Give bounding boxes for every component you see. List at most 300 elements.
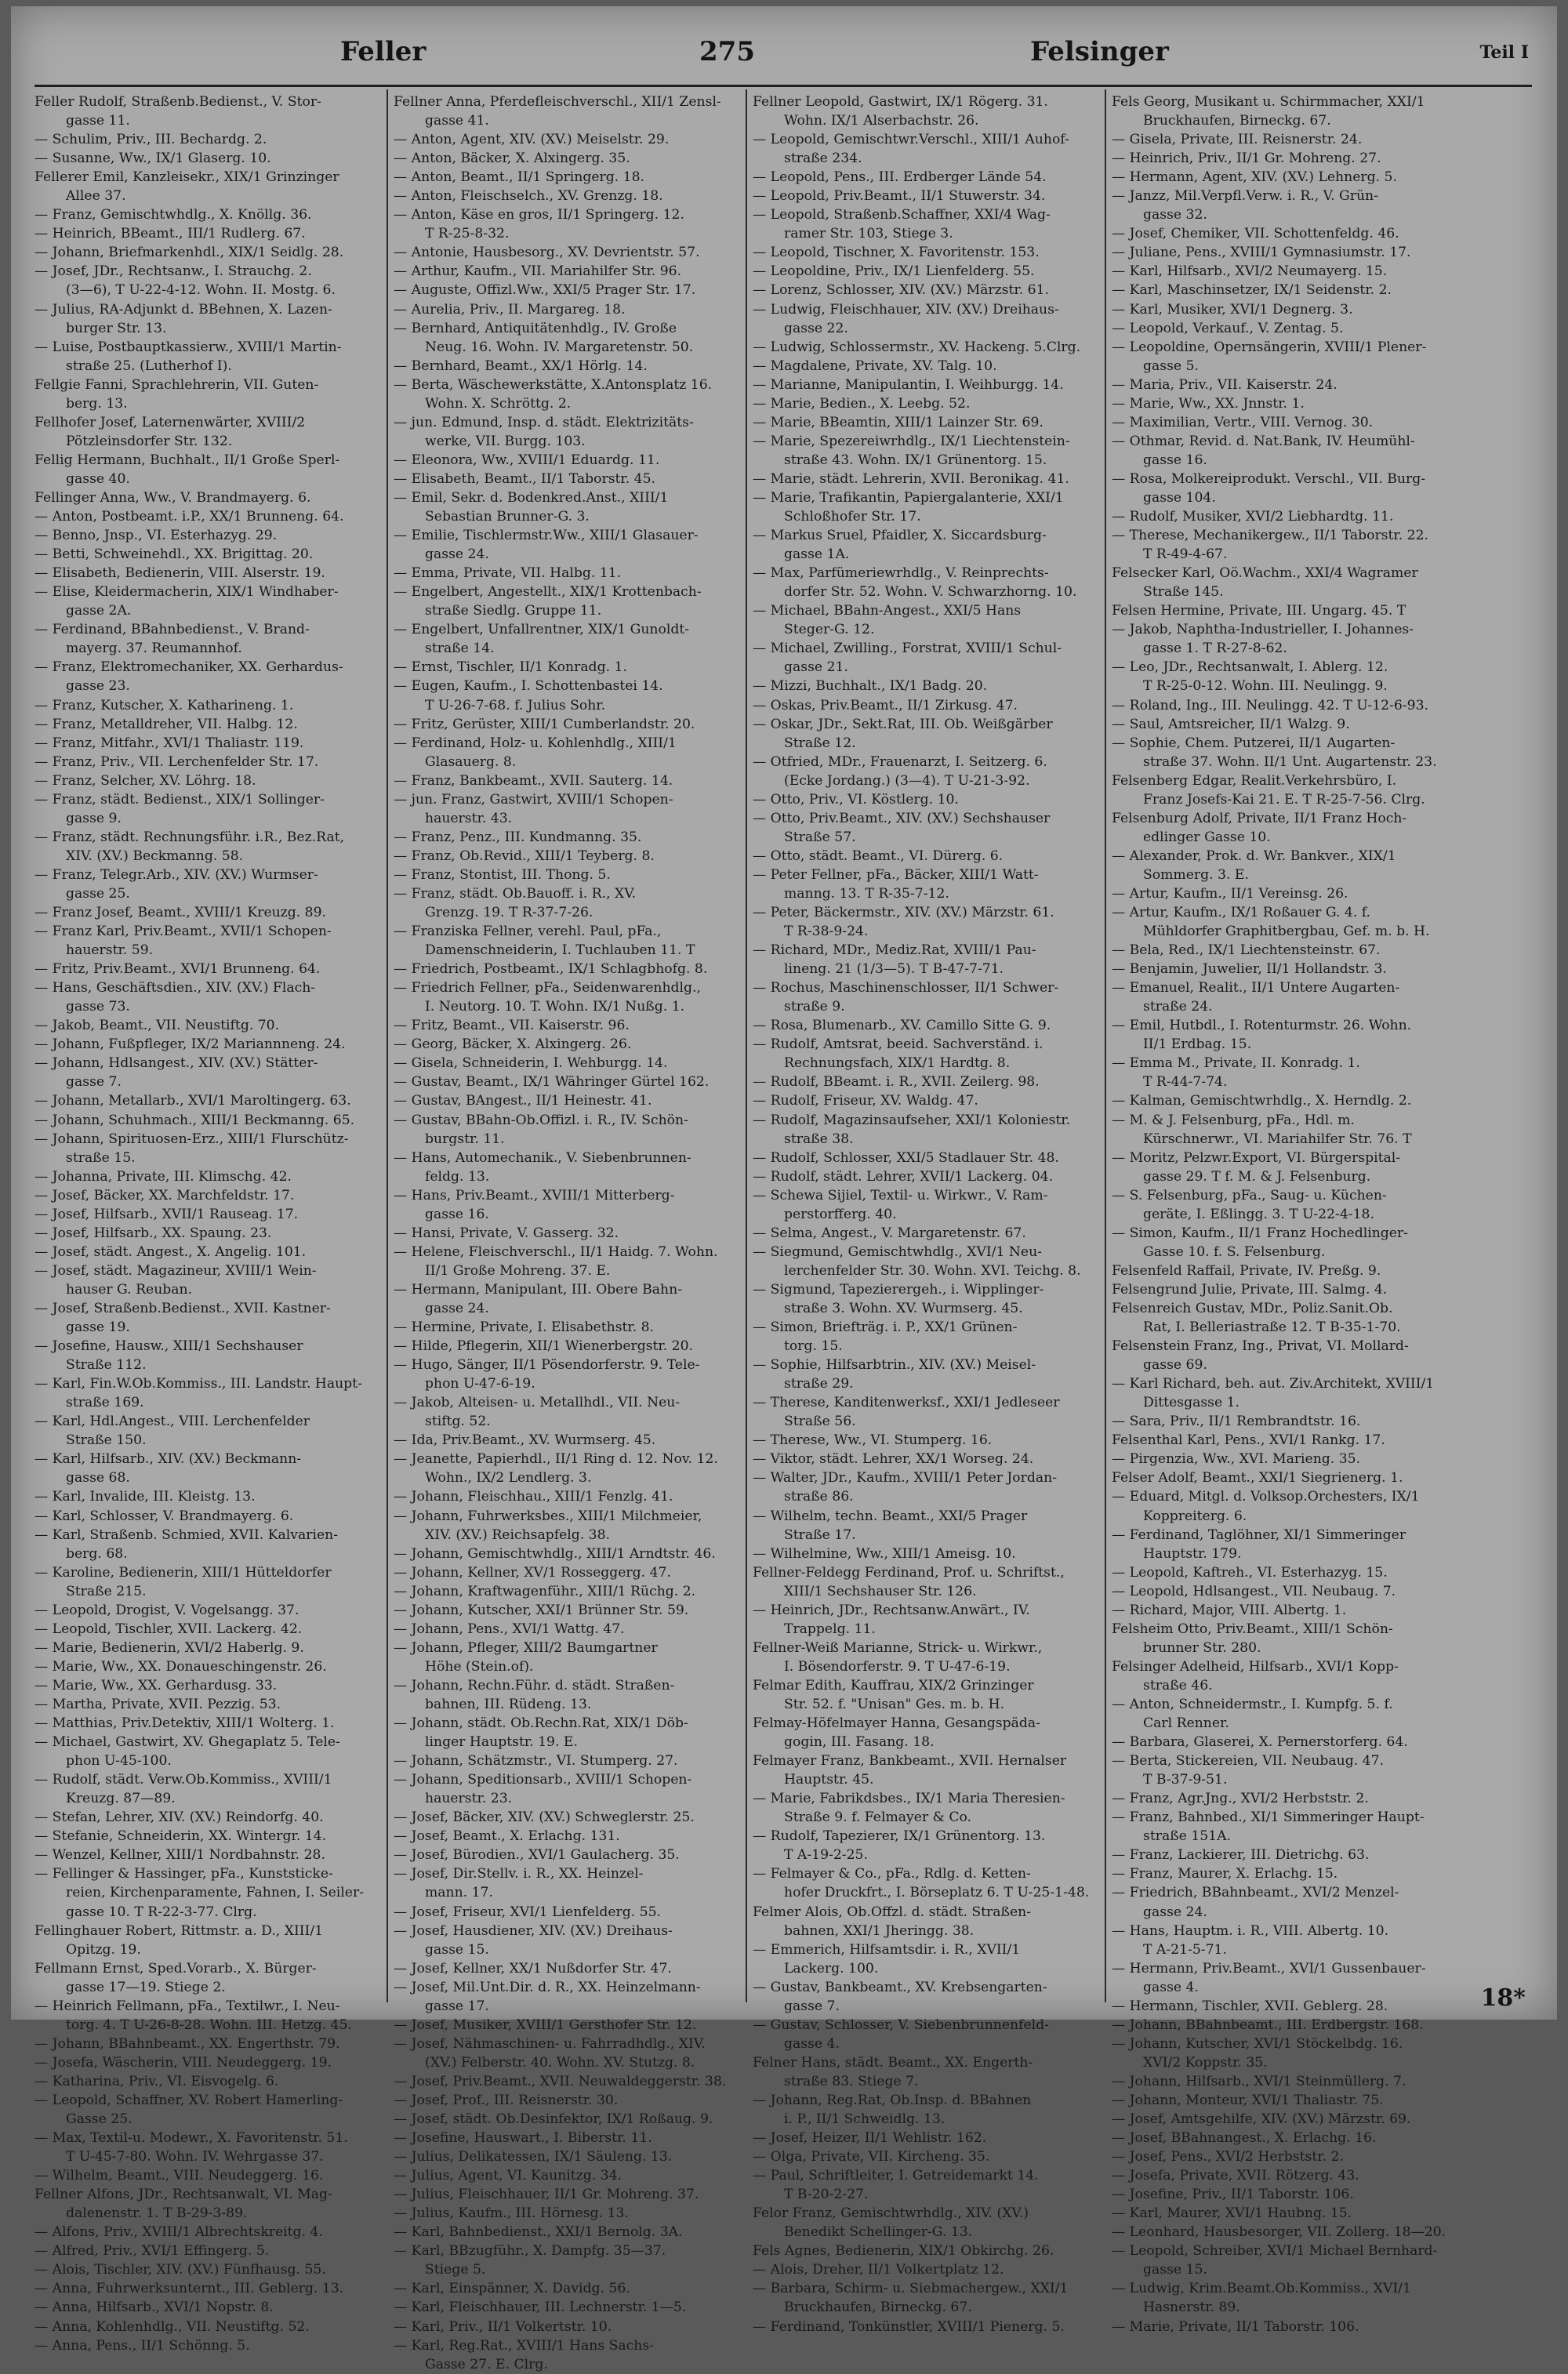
entry-line: — Anton, Postbeamt. i.P., XX/1 Brunneng. 64. xyxy=(34,509,344,525)
entry-line: gasse 1. T R-27-8-62. xyxy=(1143,641,1287,657)
entry-line: — Anna, Fuhrwerksunternt., III. Geblerg. 13. xyxy=(34,2281,344,2297)
entry-line: Neug. 16. Wohn. IV. Margaretenstr. 50. xyxy=(425,339,694,355)
entry-line: — Susanne, Ww., IX/1 Glaserg. 10. xyxy=(34,151,271,167)
entry-line: gasse 24. xyxy=(425,546,489,563)
entry-line: Fels Agnes, Bedienerin, XIX/1 Obkirchg. 26. xyxy=(753,2243,1054,2260)
entry-line: Fellner Alfons, JDr., Rechtsanwalt, VI. Mag- xyxy=(34,2187,332,2203)
entry-line: straße 38. xyxy=(784,1131,854,1147)
entry-line: — Karl, Fleischhauer, III. Lechnerstr. 1—5. xyxy=(394,2300,687,2316)
entry-line: Str. 52. f. "Unisan" Ges. m. b. H. xyxy=(784,1696,1005,1712)
entry-line: Felsenfeld Raffail, Private, IV. Preßg. 9. xyxy=(1112,1262,1381,1279)
entry-line: — Johann, Monteur, XVI/1 Thaliastr. 75. xyxy=(1112,2092,1384,2108)
entry-line: — Simon, Kaufm., II/1 Franz Hochedlinger- xyxy=(1112,1225,1408,1241)
entry-line: — Gustav, BAngest., II/1 Heinestr. 41. xyxy=(394,1093,652,1109)
entry-line: gasse 24. xyxy=(425,1301,489,1316)
entry-line: — Otto, Priv., VI. Köstlerg. 10. xyxy=(753,791,959,808)
entry-line: — Karl, Maschinsetzer, IX/1 Seidenstr. 2. xyxy=(1112,282,1392,299)
entry-line: — Anton, Schneidermstr., I. Kumpfg. 5. f. xyxy=(1112,1696,1393,1712)
entry-line: — Moritz, Pelzwr.Export, VI. Bürgerspital- xyxy=(1112,1149,1401,1166)
entry-line: T R-25-0-12. Wohn. III. Neulingg. 9. xyxy=(1143,678,1388,695)
entry-line: — Anna, Hilfsarb., XVI/1 Nopstr. 8. xyxy=(34,2300,274,2316)
entry-line: — Josef, Mil.Unt.Dir. d. R., XX. Heinzelmann- xyxy=(394,1979,701,1995)
entry-line: — Hans, Geschäftsdien., XIV. (XV.) Flach- xyxy=(34,980,316,996)
entry-line: bahnen, III. Rüdeng. 13. xyxy=(425,1696,592,1712)
entry-line: — Engelbert, Angestellt., XIX/1 Krottenbach- xyxy=(394,584,702,601)
entry-line: — Eduard, Mitgl. d. Volksop.Orchesters, IX/1 xyxy=(1112,1489,1420,1505)
entry-line: — Marie, Spezereiwrhdlg., IX/1 Liechtenstein- xyxy=(753,433,1070,449)
entry-line: — Johann, BBahnbeamt., XX. Engerthstr. 79. xyxy=(34,2035,340,2052)
entry-line: gasse 19. xyxy=(66,1319,130,1336)
entry-line: gasse 23. xyxy=(66,678,130,695)
entry-line: — Janzz, Mil.Verpfl.Verw. i. R., V. Grün- xyxy=(1112,188,1378,205)
entry-line: — Karl, Invalide, III. Kleistg. 13. xyxy=(34,1489,256,1505)
entry-line: — Josef, Kellner, XX/1 Nußdorfer Str. 47. xyxy=(394,1960,672,1977)
entry-line: Felmay-Höfelmayer Hanna, Gesangspäda- xyxy=(753,1715,1040,1732)
entry-line: Felsenstein Franz, Ing., Privat, VI. Mollard- xyxy=(1112,1338,1409,1355)
entry-line: — Johann, Schuhmach., XIII/1 Beckmanng. 65. xyxy=(34,1112,355,1128)
entry-line: — Eugen, Kaufm., I. Schottenbastei 14. xyxy=(394,678,663,695)
entry-line: Fellner-Feldegg Ferdinand, Prof. u. Schriftst., xyxy=(753,1564,1065,1581)
entry-line: — Emmerich, Hilfsamtsdir. i. R., XVII/1 xyxy=(753,1941,1021,1958)
entry-line: — Bernhard, Antiquitätenhdlg., IV. Große xyxy=(394,320,677,336)
entry-line: burger Str. 13. xyxy=(66,320,167,336)
entry-line: gogin, III. Fasang. 18. xyxy=(784,1734,935,1751)
entry-line: Kreuzg. 87—89. xyxy=(66,1791,176,1807)
entry-line: — Leopold, Straßenb.Schaffner, XXI/4 Wag- xyxy=(753,207,1051,223)
entry-line: — Peter Fellner, pFa., Bäcker, XIII/1 Watt- xyxy=(753,866,1039,883)
entry-line: Fellhofer Josef, Laternenwärter, XVIII/2 xyxy=(34,414,306,430)
entry-line: straße 43. Wohn. IX/1 Grünentorg. 15. xyxy=(784,452,1047,468)
entry-line: — Johann, Briefmarkenhdl., XIX/1 Seidlg. 28. xyxy=(34,245,344,261)
entry-line: — Gustav, Beamt., IX/1 Währinger Gürtel 162. xyxy=(394,1074,710,1091)
entry-line: — jun. Franz, Gastwirt, XVIII/1 Schopen- xyxy=(394,791,673,808)
entry-line: — Karl, Einspänner, X. Davidg. 56. xyxy=(394,2281,630,2297)
column-4 xyxy=(1112,93,1523,2335)
entry-line: — Leopold, Schreiber, XVI/1 Michael Bernhard- xyxy=(1112,2243,1438,2260)
entry-line: — Johann, BBahnbeamt., III. Erdbergstr. 168. xyxy=(1112,2016,1424,2033)
entry-line: — Elisabeth, Beamt., II/1 Taborstr. 45. xyxy=(394,470,656,487)
entry-line: — Fellinger & Hassinger, pFa., Kunststicke- xyxy=(34,1866,333,1882)
entry-line: — Leopold, Tischner, X. Favoritenstr. 153. xyxy=(753,245,1040,261)
entry-line: — Johann, Reg.Rat, Ob.Insp. d. BBahnen xyxy=(753,2092,1032,2108)
entry-line: — Marie, Bedienerin, XVI/2 Haberlg. 9. xyxy=(34,1639,304,1656)
entry-line: Fellerer Emil, Kanzleisekr., XIX/1 Grinzinger xyxy=(34,169,339,186)
entry-line: Fellner-Weiß Marianne, Strick- u. Wirkwr., xyxy=(753,1639,1043,1656)
entry-line: — Berta, Wäschewerkstätte, X.Antonsplatz 16. xyxy=(394,376,713,393)
entry-line: — Karl, Hdl.Angest., VIII. Lerchenfelder xyxy=(34,1414,310,1430)
column-2 xyxy=(394,93,739,2372)
entry-line: — Fritz, Gerüster, XIII/1 Cumberlandstr. 20. xyxy=(394,716,695,732)
entry-line: — S. Felsenburg, pFa., Saug- u. Küchen- xyxy=(1112,1187,1387,1203)
entry-line: — Rudolf, städt. Verw.Ob.Kommiss., XVIII/1 xyxy=(34,1772,332,1788)
entry-line: — Franz, Bahnbed., XI/1 Simmeringer Haupt- xyxy=(1112,1810,1425,1826)
entry-line: — Anna, Pens., II/1 Schönng. 5. xyxy=(34,2337,250,2354)
entry-line: feldg. 13. xyxy=(425,1168,490,1185)
entry-line: — Jakob, Naphtha-Industrieller, I. Johannes- xyxy=(1112,622,1414,638)
entry-line: — Karl, Fin.W.Ob.Kommiss., III. Landstr. Haupt- xyxy=(34,1376,362,1392)
entry-line: Felmayer Franz, Bankbeamt., XVII. Hernalser xyxy=(753,1753,1067,1770)
entry-line: Fellinger Anna, Ww., V. Brandmayerg. 6. xyxy=(34,489,311,506)
entry-line: Pötzleinsdorfer Str. 132. xyxy=(66,433,233,449)
entry-line: — Johann, Rechn.Führ. d. städt. Straßen- xyxy=(394,1677,675,1693)
entry-line: — Josef, Friseur, XVI/1 Lienfelderg. 55. xyxy=(394,1904,661,1920)
entry-line: — Anton, Agent, XIV. (XV.) Meiselstr. 29. xyxy=(394,132,670,148)
entry-line: — Franz Josef, Beamt., XVIII/1 Kreuzg. 89. xyxy=(34,905,326,921)
entry-line: — Marianne, Manipulantin, I. Weihburgg. 14. xyxy=(753,376,1064,393)
entry-line: straße 37. Wohn. II/1 Unt. Augartenstr. 23. xyxy=(1143,753,1437,770)
entry-line: — Heinrich Fellmann, pFa., Textilwr., I. Neu- xyxy=(34,1998,340,2014)
entry-line: Fellner Leopold, Gastwirt, IX/1 Rögerg. 31. xyxy=(753,94,1048,110)
entry-line: Felsengrund Julie, Private, III. Salmg. 4. xyxy=(1112,1281,1388,1298)
entry-line: Straße 12. xyxy=(784,735,856,751)
entry-line: Gasse 25. xyxy=(66,2111,132,2128)
entry-line: — Alfred, Priv., XVI/1 Effingerg. 5. xyxy=(34,2243,270,2260)
entry-line: — Peter, Bäckermstr., XIV. (XV.) Märzstr. 61. xyxy=(753,905,1054,921)
entry-line: Felmar Edith, Kauffrau, XIX/2 Grinzinger xyxy=(753,1677,1034,1693)
entry-line: Grenzg. 19. T R-37-7-26. xyxy=(425,905,593,921)
entry-line: — Alexander, Prok. d. Wr. Bankver., XIX/1 xyxy=(1112,848,1396,864)
entry-line: gasse 17. xyxy=(425,1998,489,2014)
entry-line: XVI/2 Koppstr. 35. xyxy=(1143,2054,1268,2071)
entry-line: Lackerg. 100. xyxy=(784,1960,879,1977)
entry-line: — Franz, Gemischtwhdlg., X. Knöllg. 36. xyxy=(34,207,312,223)
entry-line: — Elisabeth, Bedienerin, VIII. Alserstr. 19. xyxy=(34,565,325,582)
entry-line: Mühldorfer Graphitbergbau, Gef. m. b. H. xyxy=(1143,924,1430,940)
entry-line: Hauptstr. 179. xyxy=(1143,1545,1242,1562)
entry-line: gasse 16. xyxy=(425,1206,489,1222)
entry-line: gasse 4. xyxy=(784,2035,840,2052)
entry-line: Felsheim Otto, Priv.Beamt., XIII/1 Schön- xyxy=(1112,1621,1393,1637)
entry-line: Straße 215. xyxy=(66,1583,147,1599)
entry-line: — Johann, Kellner, XV/1 Rosseggerg. 47. xyxy=(394,1564,671,1581)
entry-line: — Franz, Priv., VII. Lerchenfelder Str. 17. xyxy=(34,753,319,770)
entry-line: — Ludwig, Krim.Beamt.Ob.Kommiss., XVI/1 xyxy=(1112,2281,1411,2297)
entry-line: Wohn. IX/1 Alserbachstr. 26. xyxy=(784,113,979,129)
entry-line: — Ludwig, Fleischhauer, XIV. (XV.) Dreihaus- xyxy=(753,301,1059,318)
entry-line: — Josef, Pens., XVI/2 Herbststr. 2. xyxy=(1112,2149,1344,2165)
entry-line: — Otto, städt. Beamt., VI. Dürerg. 6. xyxy=(753,848,1004,864)
part-label: Teil I xyxy=(1479,42,1529,63)
entry-line: — Benjamin, Juwelier, II/1 Hollandstr. 3. xyxy=(1112,961,1387,978)
entry-line: — Max, Textil-u. Modewr., X. Favoritenstr. 51. xyxy=(34,2130,348,2147)
entry-line: — Michael, Zwilling., Forstrat, XVIII/1 Schul- xyxy=(753,641,1062,657)
entry-line: straße 15. xyxy=(66,1149,136,1166)
entry-line: — Fritz, Priv.Beamt., XVI/1 Brunneng. 64. xyxy=(34,961,321,978)
entry-line: — Bela, Red., IX/1 Liechtensteinstr. 67. xyxy=(1112,942,1381,959)
entry-line: gasse 25. xyxy=(66,885,130,902)
entry-line: Bruckhaufen, Birneckg. 67. xyxy=(784,2300,972,2316)
entry-line: Wohn. X. Schröttg. 2. xyxy=(425,395,572,412)
entry-line: — Rochus, Maschinenschlosser, II/1 Schwer- xyxy=(753,980,1059,996)
entry-line: — Johann, Gemischtwhdlg., XIII/1 Arndtstr. 46. xyxy=(394,1545,716,1562)
entry-line: — Johann, Hilfsarb., XVI/1 Steinmüllerg. 7. xyxy=(1112,2073,1406,2089)
entry-line: gasse 29. T f. M. & J. Felsenburg. xyxy=(1143,1168,1371,1185)
entry-line: — Leopold, Gemischtwr.Verschl., XIII/1 Auhof- xyxy=(753,132,1069,148)
page-header xyxy=(11,6,1557,93)
entry-line: — Jakob, Alteisen- u. Metallhdl., VII. Neu- xyxy=(394,1395,681,1411)
entry-line: — Rudolf, Schlosser, XXI/5 Stadlauer Str. 48. xyxy=(753,1149,1059,1166)
entry-line: — Johann, Kraftwagenführ., XIII/1 Rüchg. 2. xyxy=(394,1583,696,1599)
entry-line: — Barbara, Glaserei, X. Pernerstorferg. 64. xyxy=(1112,1734,1408,1751)
entry-line: Opitzg. 19. xyxy=(66,1941,141,1958)
entry-line: — Schewa Sijiel, Textil- u. Wirkwr., V. Ram- xyxy=(753,1187,1048,1203)
entry-line: Bruckhaufen, Birneckg. 67. xyxy=(1143,113,1331,129)
entry-line: gasse 1A. xyxy=(784,546,850,563)
entry-line: Straße 56. xyxy=(784,1414,856,1430)
entry-line: — Ida, Priv.Beamt., XV. Wurmserg. 45. xyxy=(394,1432,656,1449)
entry-line: mayerg. 37. Reumannhof. xyxy=(66,641,242,657)
entry-line: — Karoline, Bedienerin, XIII/1 Hütteldorfer xyxy=(34,1564,332,1581)
entry-line: — Josef, Nähmaschinen- u. Fahrradhdlg., XIV. xyxy=(394,2035,706,2052)
entry-line: — Mizzi, Buchhalt., IX/1 Badg. 20. xyxy=(753,678,988,695)
column-3 xyxy=(753,93,1098,2335)
entry-line: — Josefine, Hausw., XIII/1 Sechshauser xyxy=(34,1338,303,1355)
entry-line: straße Siedlg. Gruppe 11. xyxy=(425,603,602,619)
entry-line: — Ludwig, Schlossermstr., XV. Hackeng. 5.Clrg. xyxy=(753,339,1081,355)
entry-line: — Sigmund, Tapezierergeh., i. Wipplinger- xyxy=(753,1281,1044,1298)
entry-line: mann. 17. xyxy=(425,1885,493,1901)
entry-line: — Karl, Hilfsarb., XVI/2 Neumayerg. 15. xyxy=(1112,263,1388,280)
entry-line: — Heinrich, JDr., Rechtsanw.Anwärt., IV. xyxy=(753,1602,1030,1618)
entry-line: gasse 16. xyxy=(1143,452,1207,468)
entry-line: T R-49-4-67. xyxy=(1143,546,1228,563)
entry-line: Straße 112. xyxy=(66,1357,147,1374)
entry-line: — Anton, Bäcker, X. Alxingerg. 35. xyxy=(394,151,630,167)
entry-line: phon U-45-100. xyxy=(66,1753,172,1770)
entry-line: gasse 68. xyxy=(66,1470,130,1486)
entry-line: — Simon, Briefträg. i. P., XX/1 Grünen- xyxy=(753,1319,1018,1336)
entry-line: — Gustav, BBahn-Ob.Offizl. i. R., IV. Schön- xyxy=(394,1112,688,1128)
column-divider xyxy=(387,89,388,2002)
entry-line: gasse 15. xyxy=(1143,2262,1207,2278)
entry-line: — Johann, Kutscher, XVI/1 Stöckelbdg. 16. xyxy=(1112,2035,1403,2052)
entry-line: — Katharina, Priv., VI. Eisvogelg. 6. xyxy=(34,2073,279,2089)
entry-line: Felser Adolf, Beamt., XXI/1 Siegrienerg. 1. xyxy=(1112,1470,1403,1486)
entry-line: — Leo, JDr., Rechtsanwalt, I. Ablerg. 12. xyxy=(1112,659,1388,676)
entry-line: — Viktor, städt. Lehrer, XX/1 Worseg. 24. xyxy=(753,1451,1034,1468)
entry-line: bahnen, XXI/1 Jheringg. 38. xyxy=(784,1922,975,1939)
entry-line: — Georg, Bäcker, X. Alxingerg. 26. xyxy=(394,1036,632,1053)
entry-line: — Franz, städt. Ob.Bauoff. i. R., XV. xyxy=(394,885,637,902)
entry-line: Fellig Hermann, Buchhalt., II/1 Große Sperl- xyxy=(34,452,340,468)
entry-line: gasse 41. xyxy=(425,113,489,129)
entry-line: I. Neutorg. 10. T. Wohn. IX/1 Nußg. 1. xyxy=(425,999,685,1015)
entry-line: gasse 15. xyxy=(425,1941,489,1958)
entry-line: — Sara, Priv., II/1 Rembrandtstr. 16. xyxy=(1112,1414,1361,1430)
entry-line: — Josefine, Hauswart., I. Biberstr. 11. xyxy=(394,2130,652,2147)
entry-line: — Markus Sruel, Pfaidler, X. Siccardsburg- xyxy=(753,528,1047,544)
entry-line: — Franz, Mitfahr., XVI/1 Thaliastr. 119. xyxy=(34,735,304,751)
entry-line: Felmer Alois, Ob.Offzl. d. städt. Straßen- xyxy=(753,1904,1032,1920)
entry-line: — Roland, Ing., III. Neulingg. 42. T U-12-6-93. xyxy=(1112,697,1428,713)
entry-line: Gasse 10. f. S. Felsenburg. xyxy=(1143,1243,1326,1260)
entry-line: straße 46. xyxy=(1143,1677,1213,1693)
entry-line: — Rosa, Blumenarb., XV. Camillo Sitte G. 9. xyxy=(753,1018,1051,1034)
entry-line: — Josef, städt. Angest., X. Angelig. 101. xyxy=(34,1243,307,1260)
entry-line: geräte, I. Eßlingg. 3. T U-22-4-18. xyxy=(1143,1206,1374,1222)
entry-line: linger Hauptstr. 19. E. xyxy=(425,1734,578,1751)
entry-line: — Josef, städt. Magazineur, XVIII/1 Wein- xyxy=(34,1262,317,1279)
entry-line: gasse 7. xyxy=(66,1074,122,1091)
entry-line: — Artur, Kaufm., IX/1 Roßauer G. 4. f. xyxy=(1112,905,1370,921)
entry-line: T U-26-7-68. f. Julius Sohr. xyxy=(425,697,606,713)
entry-line: — Friedrich, Postbeamt., IX/1 Schlagbhofg. 8. xyxy=(394,961,708,978)
entry-line: T R-25-8-32. xyxy=(425,226,510,242)
entry-line: gasse 73. xyxy=(66,999,130,1015)
entry-line: — Josef, Straßenb.Bedienst., XVII. Kastner- xyxy=(34,1301,331,1316)
entry-line: Allee 37. xyxy=(66,188,126,205)
entry-line: Benedikt Schellinger-G. 13. xyxy=(784,2224,973,2241)
entry-line: — Stefanie, Schneiderin, XX. Wintergr. 14. xyxy=(34,1828,327,1845)
entry-line: — Leopold, Tischler, XVII. Lackerg. 42. xyxy=(34,1621,303,1637)
entry-line: — Julius, RA-Adjunkt d. BBehnen, X. Lazen- xyxy=(34,301,332,318)
entry-line: gasse 7. xyxy=(784,1998,840,2014)
entry-line: T A-21-5-71. xyxy=(1143,1941,1227,1958)
entry-line: gasse 22. xyxy=(784,320,848,336)
entry-line: hauerstr. 59. xyxy=(66,942,154,959)
entry-line: — Emma, Private, VII. Halbg. 11. xyxy=(394,565,622,582)
entry-line: — Franz, Ob.Revid., XIII/1 Teyberg. 8. xyxy=(394,848,655,864)
entry-line: — Siegmund, Gemischtwhdlg., XVI/1 Neu- xyxy=(753,1243,1042,1260)
entry-line: — Hilde, Pflegerin, XII/1 Wienerbergstr. 20. xyxy=(394,1338,694,1355)
entry-line: — Auguste, Offizl.Ww., XXI/5 Prager Str. 17. xyxy=(394,282,696,299)
entry-line: — Rosa, Molkereiprodukt. Verschl., VII. Burg- xyxy=(1112,470,1426,487)
entry-line: dalenenstr. 1. T B-29-3-89. xyxy=(66,2205,248,2222)
entry-line: — Josef, Bäcker, XX. Marchfeldstr. 17. xyxy=(34,1187,295,1203)
entry-line: — Julius, Agent, VI. Kaunitzg. 34. xyxy=(394,2168,622,2184)
entry-line: gasse 21. xyxy=(784,659,848,676)
entry-line: Felner Hans, städt. Beamt., XX. Engerth- xyxy=(753,2054,1033,2071)
entry-line: Sebastian Brunner-G. 3. xyxy=(425,509,590,525)
entry-line: dorfer Str. 52. Wohn. V. Schwarzhorng. 10. xyxy=(784,584,1077,601)
entry-line: — Ferdinand, Tonkünstler, XVIII/1 Pienerg. 5. xyxy=(753,2318,1065,2335)
entry-line: — Josef, Amtsgehilfe, XIV. (XV.) Märzstr. 69. xyxy=(1112,2111,1411,2128)
entry-line: — Josefine, Priv., II/1 Taborstr. 106. xyxy=(1112,2187,1354,2203)
entry-line: — Marie, Bedien., X. Leebg. 52. xyxy=(753,395,971,412)
entry-line: Fellinghauer Robert, Rittmstr. a. D., XIII/1 xyxy=(34,1922,324,1939)
entry-line: Steger-G. 12. xyxy=(784,622,875,638)
entry-line: — Heinrich, BBeamt., III/1 Rudlerg. 67. xyxy=(34,226,306,242)
entry-line: — Alois, Tischler, XIV. (XV.) Fünfhausg. 55. xyxy=(34,2262,326,2278)
entry-line: straße 169. xyxy=(66,1395,144,1411)
entry-line: — Schulim, Priv., III. Bechardg. 2. xyxy=(34,132,267,148)
entry-line: — Josef, Beamt., X. Erlachg. 131. xyxy=(394,1828,620,1845)
entry-line: — Leopold, Pens., III. Erdberger Lände 54. xyxy=(753,169,1047,186)
entry-line: — Eleonora, Ww., XVIII/1 Eduardg. 11. xyxy=(394,452,660,468)
entry-line: — Franz, Lackierer, III. Dietrichg. 63. xyxy=(1112,1847,1370,1864)
entry-line: — Rudolf, städt. Lehrer, XVII/1 Lackerg. 04. xyxy=(753,1168,1054,1185)
entry-line: — Martha, Private, XVII. Pezzig. 53. xyxy=(34,1696,281,1712)
entry-line: — Lorenz, Schlosser, XIV. (XV.) Märzstr. 61. xyxy=(753,282,1050,299)
entry-line: — Karl, Bahnbedienst., XXI/1 Bernolg. 3A. xyxy=(394,2224,683,2241)
entry-line: — Sophie, Chem. Putzerei, II/1 Augarten- xyxy=(1112,735,1396,751)
entry-line: lineng. 21 (1/3—5). T B-47-7-71. xyxy=(784,961,1004,978)
entry-line: T A-19-2-25. xyxy=(784,1847,868,1864)
entry-line: — Rudolf, Amtsrat, beeid. Sachverständ. i. xyxy=(753,1036,1044,1053)
entry-line: — Saul, Amtsreicher, II/1 Walzg. 9. xyxy=(1112,716,1350,732)
entry-line: — Josef, Dir.Stellv. i. R., XX. Heinzel- xyxy=(394,1866,644,1882)
entry-line: — Josef, Musiker, XVIII/1 Gersthofer Str. 12. xyxy=(394,2016,697,2033)
entry-line: — Josef, Hilfsarb., XVII/1 Rauseag. 17. xyxy=(34,1206,299,1222)
entry-line: gasse 104. xyxy=(1143,489,1216,506)
entry-line: II/1 Große Mohreng. 37. E. xyxy=(425,1262,611,1279)
entry-line: Rechnungsfach, XIX/1 Hardtg. 8. xyxy=(784,1055,1011,1072)
entry-line: — Johanna, Private, III. Klimschg. 42. xyxy=(34,1168,292,1185)
entry-line: Felsen Hermine, Private, III. Ungarg. 45. T xyxy=(1112,603,1406,619)
entry-line: — Karl, Priv., II/1 Volkertstr. 10. xyxy=(394,2318,612,2335)
entry-line: — Hansi, Private, V. Gasserg. 32. xyxy=(394,1225,619,1241)
entry-line: — Kalman, Gemischtwrhdlg., X. Herndlg. 2. xyxy=(1112,1093,1412,1109)
entry-line: — Karl, Hilfsarb., XIV. (XV.) Beckmann- xyxy=(34,1451,302,1468)
entry-line: Fellgie Fanni, Sprachlehrerin, VII. Guten- xyxy=(34,376,319,393)
entry-line: — Alois, Dreher, II/1 Volkertplatz 12. xyxy=(753,2262,1004,2278)
entry-line: — Emilie, Tischlermstr.Ww., XIII/1 Glasauer- xyxy=(394,528,699,544)
entry-line: — Johann, Pens., XVI/1 Wattg. 47. xyxy=(394,1621,625,1637)
entry-line: T R-44-7-74. xyxy=(1143,1074,1228,1091)
entry-line: — Julius, Kaufm., III. Hörnesg. 13. xyxy=(394,2205,629,2222)
entry-line: — Hermann, Priv.Beamt., XVI/1 Gussenbauer- xyxy=(1112,1960,1426,1977)
entry-line: — Franz, Maurer, X. Erlachg. 15. xyxy=(1112,1866,1338,1882)
entry-line: Straße 57. xyxy=(784,829,856,845)
entry-line: straße 9. xyxy=(784,999,845,1015)
entry-line: — Franz, Stontist, III. Thong. 5. xyxy=(394,866,611,883)
entry-line: — Franz, Agr.Jng., XVI/2 Herbststr. 2. xyxy=(1112,1791,1369,1807)
entry-line: Felsenreich Gustav, MDr., Poliz.Sanit.Ob. xyxy=(1112,1301,1393,1316)
entry-line: II/1 Erdbag. 15. xyxy=(1143,1036,1252,1053)
entry-line: straße 25. (Lutherhof I). xyxy=(66,358,232,374)
entry-line: — Magdalene, Private, XV. Talg. 10. xyxy=(753,358,997,374)
entry-line: — Pirgenzia, Ww., XVI. Marieng. 35. xyxy=(1112,1451,1361,1468)
entry-line: — Aurelia, Priv., II. Margareg. 18. xyxy=(394,301,626,318)
entry-line: — Josef, Priv.Beamt., XVII. Neuwaldeggerstr. 38. xyxy=(394,2073,727,2089)
entry-line: hauerstr. 23. xyxy=(425,1791,513,1807)
entry-line: burgstr. 11. xyxy=(425,1131,505,1147)
entry-line: — Ferdinand, Holz- u. Kohlenhdlg., XIII/1 xyxy=(394,735,677,751)
entry-line: Damenschneiderin, I. Tuchlauben 11. T xyxy=(425,942,695,959)
entry-line: — Ernst, Tischler, II/1 Konradg. 1. xyxy=(394,659,627,676)
entry-line: — Therese, Mechanikergew., II/1 Taborstr. 22. xyxy=(1112,528,1429,544)
entry-line: — Leopold, Drogist, V. Vogelsangg. 37. xyxy=(34,1602,299,1618)
entry-line: — Gisela, Private, III. Reisnerstr. 24. xyxy=(1112,132,1363,148)
entry-line: (3—6), T U-22-4-12. Wohn. II. Mostg. 6. xyxy=(66,282,336,299)
entry-line: — Richard, Major, VIII. Albertg. 1. xyxy=(1112,1602,1347,1618)
entry-line: — Karl, Reg.Rat., XVIII/1 Hans Sachs- xyxy=(394,2337,654,2354)
entry-line: — Karl, BBzugführ., X. Dampfg. 35—37. xyxy=(394,2243,666,2260)
entry-line: — Johann, Pfleger, XIII/2 Baumgartner xyxy=(394,1639,658,1656)
entry-line: — Hermann, Manipulant, III. Obere Bahn- xyxy=(394,1281,683,1298)
entry-line: — Selma, Angest., V. Margaretenstr. 67. xyxy=(753,1225,1026,1241)
header-rule xyxy=(34,85,1532,87)
entry-line: — Luise, Postbauptkassierw., XVIII/1 Martin- xyxy=(34,339,342,355)
entry-line: — Engelbert, Unfallrentner, XIX/1 Gunoldt- xyxy=(394,622,690,638)
entry-line: Kürschnerwr., VI. Mariahilfer Str. 76. T xyxy=(1143,1131,1412,1147)
entry-line: edlinger Gasse 10. xyxy=(1143,829,1271,845)
entry-line: — Johann, Speditionsarb., XVIII/1 Schopen- xyxy=(394,1772,692,1788)
entry-line: — Josef, Bäcker, XIV. (XV.) Schweglerstr. 25. xyxy=(394,1810,695,1826)
entry-line: — Leonhard, Hausbesorger, VII. Zollerg. 18—20. xyxy=(1112,2224,1446,2241)
entry-line: T B-37-9-51. xyxy=(1143,1772,1228,1788)
entry-line: straße 3. Wohn. XV. Wurmserg. 45. xyxy=(784,1301,1023,1316)
entry-line: hauerstr. 43. xyxy=(425,810,513,826)
entry-line: — Richard, MDr., Mediz.Rat, XVIII/1 Pau- xyxy=(753,942,1036,959)
entry-line: — Fritz, Beamt., VII. Kaiserstr. 96. xyxy=(394,1018,630,1034)
entry-line: gasse 32. xyxy=(1143,207,1207,223)
entry-line: gasse 9. xyxy=(66,810,122,826)
entry-line: — Marie, Fabrikdsbes., IX/1 Maria Theresien- xyxy=(753,1791,1065,1807)
entry-line: ramer Str. 103, Stiege 3. xyxy=(784,226,953,242)
entry-line: — Anton, Käse en gros, II/1 Springerg. 12. xyxy=(394,207,684,223)
entry-line: — Paul, Schriftleiter, I. Getreidemarkt 14. xyxy=(753,2168,1039,2184)
